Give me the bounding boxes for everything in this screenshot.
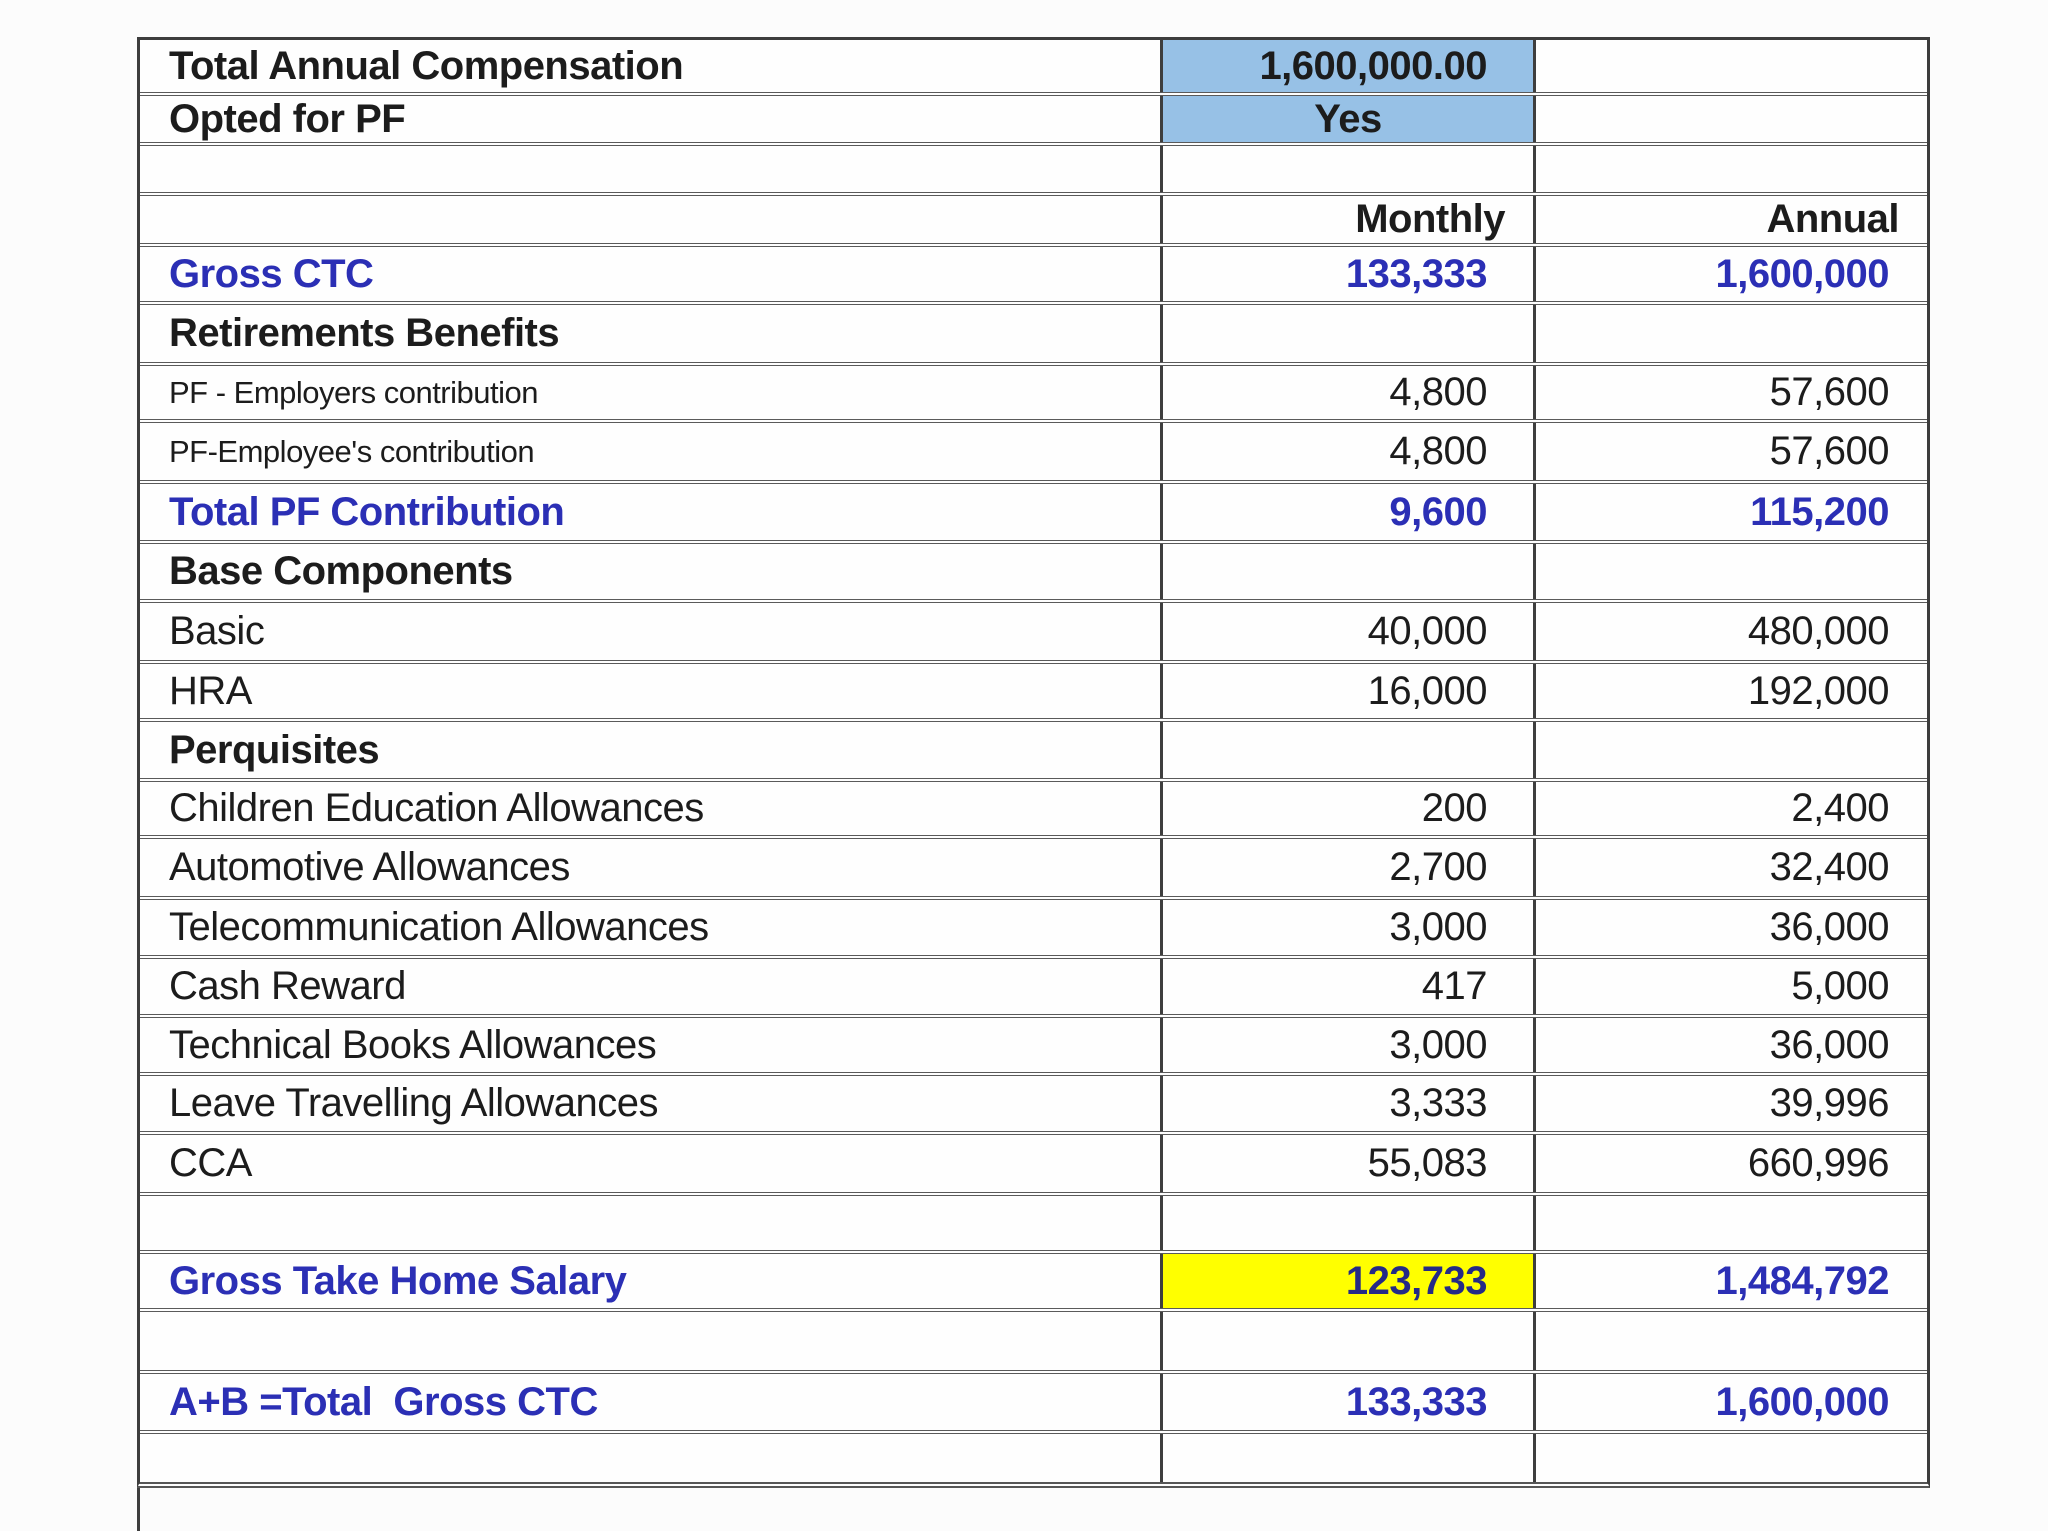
row-total-pf-contribution [140, 480, 1927, 540]
total-annual-compensation-label: Total Annual Compensation [169, 43, 684, 88]
total-annual-compensation-input[interactable]: 1,600,000.00 [1160, 40, 1533, 92]
row-technical-books-allowances [140, 1014, 1927, 1072]
empty-cell [140, 1312, 1160, 1370]
total-pf-monthly: 9,600 [1160, 484, 1533, 540]
technical-books-label: Technical Books Allowances [169, 1022, 657, 1067]
children-education-label: Children Education Allowances [169, 786, 704, 830]
basic-annual: 480,000 [1533, 603, 1927, 660]
cash-reward-annual: 5,000 [1533, 959, 1927, 1014]
technical-books-annual: 36,000 [1533, 1018, 1927, 1072]
leave-travelling-monthly: 3,333 [1160, 1076, 1533, 1131]
pf-employers-label: PF - Employers contribution [169, 374, 538, 410]
total-gross-ctc-annual: 1,600,000 [1533, 1374, 1927, 1430]
empty-cell [140, 146, 1160, 192]
pf-employees-annual: 57,600 [1533, 423, 1927, 480]
row-base-components [140, 540, 1927, 599]
header-spacer [140, 196, 1160, 243]
row-pf-employers-contribution [140, 362, 1927, 419]
empty-cell [1160, 722, 1533, 778]
gross-ctc-label: Gross CTC [169, 251, 374, 296]
row-empty-3 [140, 1308, 1927, 1370]
row-empty-4 [140, 1430, 1927, 1482]
empty-cell [1533, 1434, 1927, 1482]
gross-take-home-monthly-highlight: 123,733 [1160, 1254, 1533, 1308]
cca-monthly: 55,083 [1160, 1135, 1533, 1192]
total-gross-ctc-label: A+B =Total Gross CTC [169, 1379, 598, 1424]
leave-travelling-label: Leave Travelling Allowances [169, 1081, 659, 1125]
total-pf-annual: 115,200 [1533, 484, 1927, 540]
row-cca [140, 1131, 1927, 1192]
row-total-gross-ctc [140, 1370, 1927, 1430]
automotive-monthly: 2,700 [1160, 839, 1533, 896]
children-education-annual: 2,400 [1533, 782, 1927, 835]
total-annual-compensation-annual [1533, 40, 1927, 92]
total-pf-label: Total PF Contribution [169, 489, 565, 534]
row-children-education-allowances [140, 778, 1927, 835]
empty-cell [1533, 544, 1927, 599]
row-empty-1 [140, 142, 1927, 192]
gross-take-home-annual: 1,484,792 [1533, 1254, 1927, 1308]
cash-reward-monthly: 417 [1160, 959, 1533, 1014]
row-cash-reward [140, 955, 1927, 1014]
row-perquisites [140, 718, 1927, 778]
opted-for-pf-annual [1533, 96, 1927, 142]
empty-cell [1533, 722, 1927, 778]
automotive-label: Automotive Allowances [169, 845, 570, 889]
opted-for-pf-input[interactable]: Yes [1160, 96, 1533, 142]
cash-reward-label: Cash Reward [169, 964, 406, 1008]
hra-monthly: 16,000 [1160, 664, 1533, 718]
row-gross-take-home-salary [140, 1250, 1927, 1308]
row-empty-2 [140, 1192, 1927, 1250]
basic-monthly: 40,000 [1160, 603, 1533, 660]
automotive-annual: 32,400 [1533, 839, 1927, 896]
empty-cell [1160, 146, 1533, 192]
row-basic [140, 599, 1927, 660]
pf-employers-annual: 57,600 [1533, 366, 1927, 419]
telecommunication-label: Telecommunication Allowances [169, 905, 709, 949]
row-column-headers [140, 192, 1927, 243]
row-automotive-allowances [140, 835, 1927, 896]
leave-travelling-annual: 39,996 [1533, 1076, 1927, 1131]
pf-employees-monthly: 4,800 [1160, 423, 1533, 480]
row-total-annual-compensation [140, 40, 1927, 92]
hra-label: HRA [169, 668, 252, 713]
base-components-label: Base Components [169, 549, 513, 593]
empty-cell [1533, 1312, 1927, 1370]
cca-label: CCA [169, 1141, 252, 1185]
row-opted-for-pf [140, 92, 1927, 142]
basic-label: Basic [169, 609, 265, 653]
empty-cell [140, 1434, 1160, 1482]
children-education-monthly: 200 [1160, 782, 1533, 835]
empty-cell [1160, 305, 1533, 362]
cca-annual: 660,996 [1533, 1135, 1927, 1192]
pf-employers-monthly: 4,800 [1160, 366, 1533, 419]
empty-cell [1160, 544, 1533, 599]
empty-cell [1160, 1312, 1533, 1370]
row-hra [140, 660, 1927, 718]
total-gross-ctc-monthly: 133,333 [1160, 1374, 1533, 1430]
row-retirements-benefits [140, 301, 1927, 362]
opted-for-pf-label: Opted for PF [169, 96, 406, 141]
hra-annual: 192,000 [1533, 664, 1927, 718]
perquisites-label: Perquisites [169, 727, 380, 772]
row-pf-employees-contribution [140, 419, 1927, 480]
pf-employees-label: PF-Employee's contribution [169, 433, 535, 469]
row-gross-ctc [140, 243, 1927, 301]
empty-cell [1533, 305, 1927, 362]
row-telecommunication-allowances [140, 896, 1927, 955]
technical-books-monthly: 3,000 [1160, 1018, 1533, 1072]
monthly-column-header: Monthly [1160, 196, 1533, 243]
gross-take-home-label: Gross Take Home Salary [169, 1258, 627, 1303]
empty-cell [1160, 1196, 1533, 1250]
retirements-benefits-label: Retirements Benefits [169, 311, 560, 355]
gross-ctc-monthly: 133,333 [1160, 247, 1533, 301]
empty-cell [1160, 1434, 1533, 1482]
compensation-table [137, 37, 1930, 1488]
row-leave-travelling-allowances [140, 1072, 1927, 1131]
left-border-tail [137, 1488, 140, 1531]
gross-ctc-annual: 1,600,000 [1533, 247, 1927, 301]
telecommunication-monthly: 3,000 [1160, 900, 1533, 955]
empty-cell [1533, 146, 1927, 192]
empty-cell [140, 1196, 1160, 1250]
empty-cell [1533, 1196, 1927, 1250]
telecommunication-annual: 36,000 [1533, 900, 1927, 955]
annual-column-header: Annual [1533, 196, 1927, 243]
